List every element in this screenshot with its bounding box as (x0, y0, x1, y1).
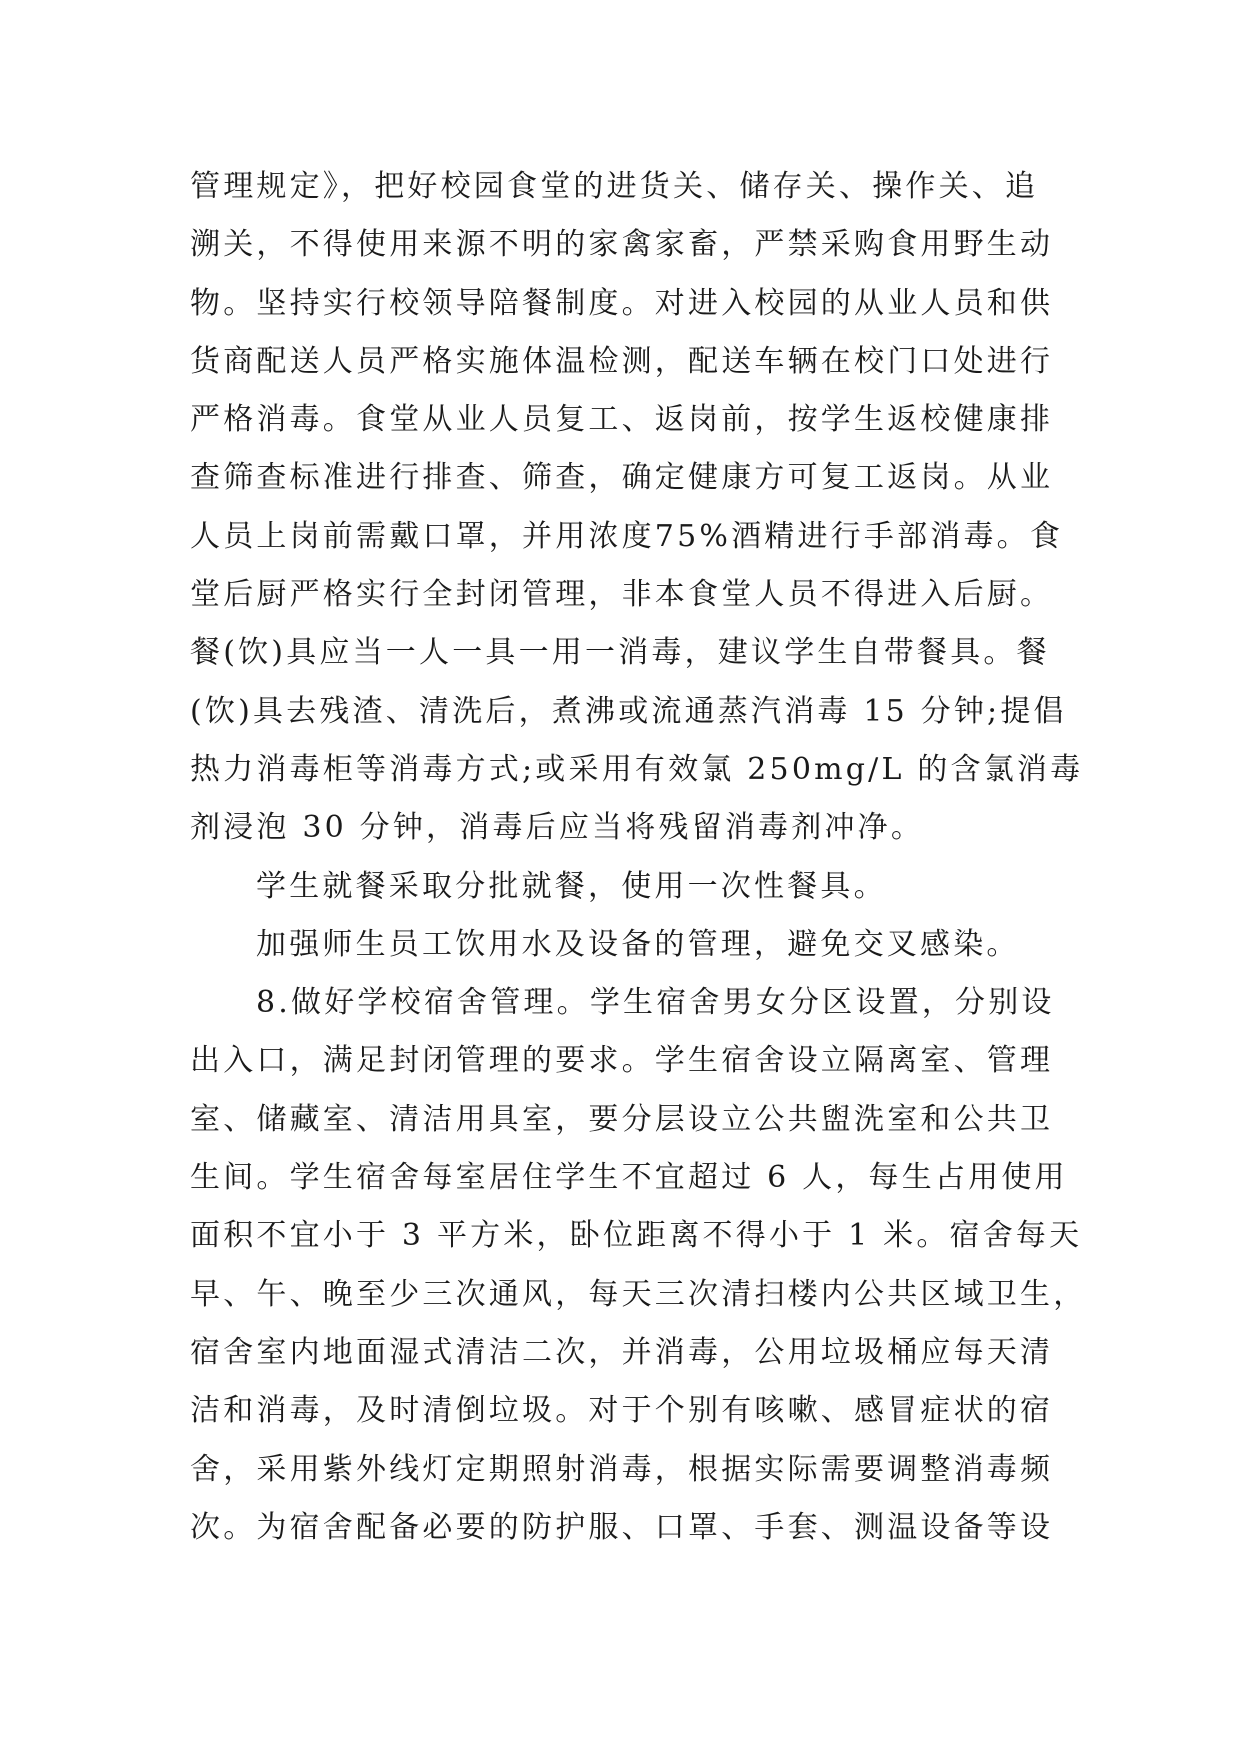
text-line: 面积不宜小于 3 平方米，卧位距离不得小于 1 米。宿舍每天 (190, 1218, 1083, 1254)
body-text (190, 158, 1087, 1557)
text-line: 查筛查标准进行排查、筛查，确定健康方可复工返岗。从业 (190, 460, 1054, 496)
text-line: 舍，采用紫外线灯定期照射消毒，根据实际需要调整消毒频 (190, 1451, 1054, 1487)
text-line: 学生就餐采取分批就餐，使用一次性餐具。 (256, 868, 887, 904)
text-line: 生间。学生宿舍每室居住学生不宜超过 6 人，每生占用使用 (190, 1160, 1068, 1196)
text-line: 管理规定》，把好校园食堂的进货关、储存关、操作关、追 (190, 169, 1039, 204)
text-line: 溯关，不得使用来源不明的家禽家畜，严禁采购食用野生动 (190, 227, 1054, 263)
text-line: 严格消毒。食堂从业人员复工、返岗前，按学生返校健康排 (190, 402, 1054, 438)
text-line: 餐(饮)具应当一人一具一用一消毒，建议学生自带餐具。餐 (190, 635, 1050, 671)
text-line: 出入口，满足封闭管理的要求。学生宿舍设立隔离室、管理 (190, 1043, 1054, 1079)
text-line: (饮)具去残渣、清洗后，煮沸或流通蒸汽消毒 15 分钟;提倡 (190, 693, 1067, 729)
text-line: 货商配送人员严格实施体温检测，配送车辆在校门口处进行 (190, 343, 1054, 379)
text-line: 宿舍室内地面湿式清洁二次，并消毒，公用垃圾桶应每天清 (190, 1334, 1054, 1370)
text-line: 加强师生员工饮用水及设备的管理，避免交叉感染。 (256, 926, 1020, 962)
text-line: 人员上岗前需戴口罩，并用浓度75%酒精进行手部消毒。食 (190, 518, 1064, 554)
text-line: 洁和消毒，及时清倒垃圾。对于个别有咳嗽、感冒症状的宿 (190, 1393, 1054, 1429)
text-line: 次。为宿舍配备必要的防护服、口罩、手套、测温设备等设 (190, 1509, 1054, 1545)
text-line: 室、储藏室、清洁用具室，要分层设立公共盥洗室和公共卫 (190, 1101, 1054, 1137)
text-line: 热力消毒柜等消毒方式;或采用有效氯 250mg/L 的含氯消毒 (190, 751, 1084, 787)
text-line: 剂浸泡 30 分钟，消毒后应当将残留消毒剂冲净。 (190, 810, 925, 846)
text-line: 8.做好学校宿舍管理。学生宿舍男女分区设置，分别设 (256, 985, 1055, 1021)
text-line: 堂后厨严格实行全封闭管理，非本食堂人员不得进入后厨。 (190, 577, 1054, 613)
text-line: 物。坚持实行校领导陪餐制度。对进入校园的从业人员和供 (190, 285, 1054, 321)
text-line: 早、午、晚至少三次通风，每天三次清扫楼内公共区域卫生， (190, 1276, 1087, 1312)
